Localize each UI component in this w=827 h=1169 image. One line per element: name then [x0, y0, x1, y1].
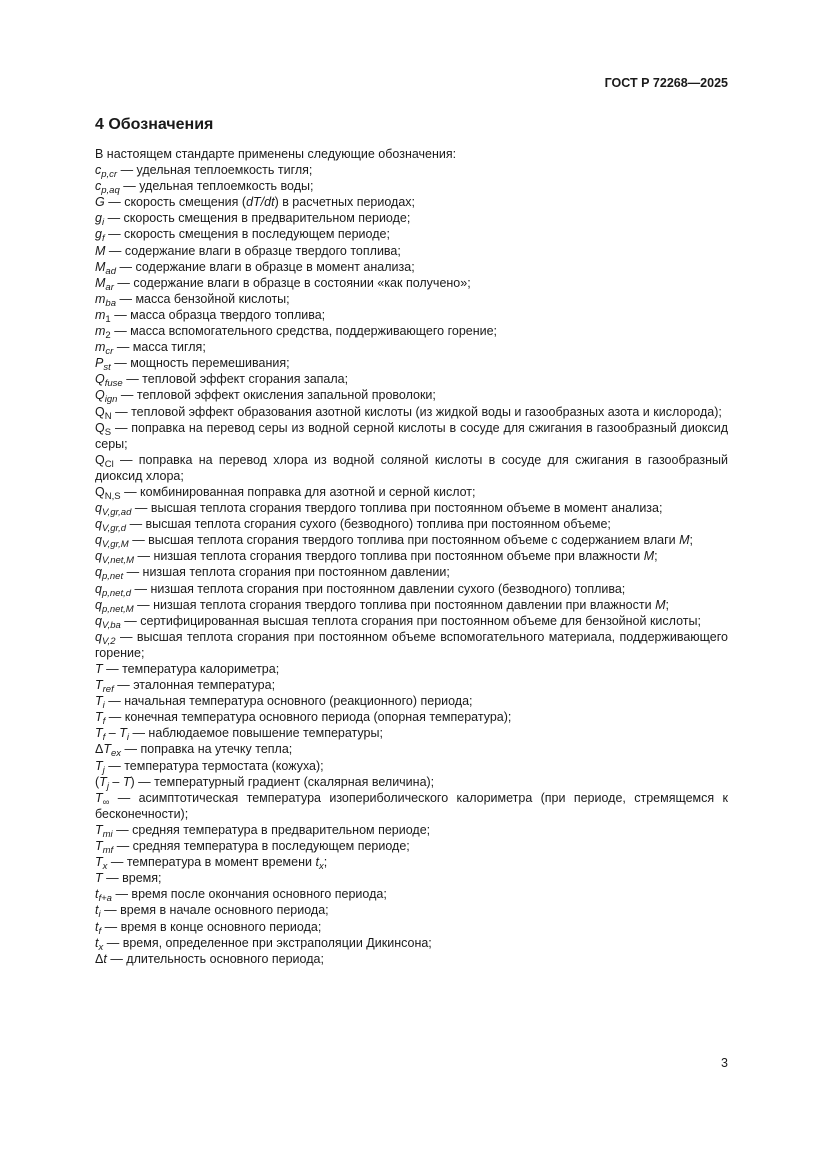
list-item: M — содержание влаги в образце твердого топлива; — [95, 243, 401, 258]
list-item: $Q_{Cl}$ — поправка на перевод хлора из водной соляной кислоты в сосуде для сжигания в газообразный диоксид хлора; — [95, 452, 728, 483]
list-item: $M_{ad}$ — содержание влаги в образце в момент анализа; — [95, 259, 415, 277]
list-item: G — скорость смещения (dT/dt) в расчетных периодах; — [95, 195, 416, 210]
list-item: $m_2$ — масса вспомогательного средства, поддерживающего горение; — [95, 324, 498, 342]
list-item: $\Delta T_{ex}$ — поправка на утечку тепла; — [95, 742, 293, 760]
list-item: $Q_S$ — поправка на перевод серы из водной серной кислоты в сосуде для сжигания в газообразный диоксид серы; — [95, 420, 728, 451]
list-item: $Q_{fuse}$ — тепловой эффект сгорания запала; — [95, 372, 349, 390]
list-item: $Q_{ign}$ — тепловой эффект окисления запальной проволоки; — [95, 388, 436, 406]
list-item: $P_{st}$ — мощность перемешивания; — [95, 356, 290, 374]
list-item: $q_{V,2}$ — высшая теплота сгорания при постоянном объеме вспомогательного материала, поддерживающего горение; — [95, 629, 728, 660]
list-item: T — время; — [95, 871, 162, 886]
section-title: 4 Обозначения — [95, 116, 214, 133]
list-item: $T_{mi}$ — средняя температура в предварительном периоде; — [95, 822, 431, 840]
list-item: T — температура калориметра; — [95, 662, 280, 676]
list-item: $c_{p,aq}$ — удельная теплоемкость воды; — [95, 179, 314, 197]
symbols-list — [95, 146, 728, 967]
list-item: $T_{ref}$ — эталонная температура; — [95, 678, 276, 696]
list-item: $T_f - T_i$ — наблюдаемое повышение температуры; — [95, 726, 383, 744]
list-item: $q_{V,gr,ad}$ — высшая теплота сгорания твердого топлива при постоянном объеме в момент анализа; — [95, 501, 663, 519]
list-item: $t_{f+a}$ — время после окончания основного периода; — [95, 887, 387, 905]
list-item: $q_{p,net,M}$ — низшая теплота сгорания твердого топлива при постоянном давлении при влажности M; — [95, 597, 669, 615]
list-item: $c_{p,cr}$ — удельная теплоемкость тигля; — [95, 163, 313, 181]
list-item: Δt — длительность основного периода; — [95, 951, 324, 966]
list-item: $T_{mf}$ — средняя температура в последующем периоде; — [95, 839, 410, 857]
list-item: $q_{p,net,d}$ — низшая теплота сгорания при постоянном давлении сухого (безводного) топлива; — [95, 581, 626, 599]
list-item: $q_{V,gr,d}$ — высшая теплота сгорания сухого (безводного) топлива при постоянном объеме; — [95, 517, 611, 535]
document-header: ГОСТ Р 72268—2025 — [604, 76, 728, 90]
list-item: $Q_{N,S}$ — комбинированная поправка для азотной и серной кислот; — [95, 484, 476, 502]
list-item: $q_{p,net}$ — низшая теплота сгорания при постоянном давлении; — [95, 565, 450, 583]
list-item: $T_i$ — начальная температура основного (реакционного) периода; — [95, 694, 473, 712]
list-item: $t_f$ — время в конце основного периода; — [95, 919, 322, 937]
list-item: $(T_j - T)$ — температурный градиент (скалярная величина); — [95, 774, 435, 792]
list-item: $M_{ar}$ — содержание влаги в образце в состоянии «как получено»; — [95, 275, 471, 293]
list-item: $t_x$ — время, определенное при экстраполяции Дикинсона; — [95, 935, 432, 953]
list-item: $Q_N$ — тепловой эффект образования азотной кислоты (из жидкой воды и газообразных азота и кислорода); — [95, 404, 722, 422]
list-item: $q_{V,gr,M}$ — высшая теплота сгорания твердого топлива при постоянном объеме с содержанием влаги M; — [95, 533, 693, 551]
intro-text: В настоящем стандарте применены следующие обозначения: — [95, 147, 457, 161]
list-item: $T_j$ — температура термостата (кожуха); — [95, 758, 324, 776]
page-number: 3 — [721, 1056, 728, 1070]
list-item: $T_\infty$ — асимптотическая температура изопериболического калориметра (при периоде, стремящемся к бесконечности); — [95, 790, 728, 821]
list-item: $g_i$ — скорость смещения в предварительном периоде; — [95, 211, 411, 229]
list-item: $m_{ba}$ — масса бензойной кислоты; — [95, 291, 290, 309]
list-item: $q_{V,net,M}$ — низшая теплота сгорания твердого топлива при постоянном объеме при влажности M; — [95, 549, 658, 567]
list-item: $m_1$ — масса образца твердого топлива; — [95, 307, 326, 325]
list-item: $T_x$ — температура в момент времени $t_x$; — [95, 855, 328, 873]
list-item: $m_{cr}$ — масса тигля; — [95, 340, 206, 358]
list-item: $g_f$ — скорость смещения в последующем периоде; — [95, 227, 390, 245]
list-item: $t_i$ — время в начале основного периода; — [95, 903, 329, 921]
list-item: $q_{V,ba}$ — сертифицированная высшая теплота сгорания при постоянном объеме для бензойной кислоты; — [95, 613, 701, 631]
list-item: $T_f$ — конечная температура основного периода (опорная температура); — [95, 710, 512, 728]
